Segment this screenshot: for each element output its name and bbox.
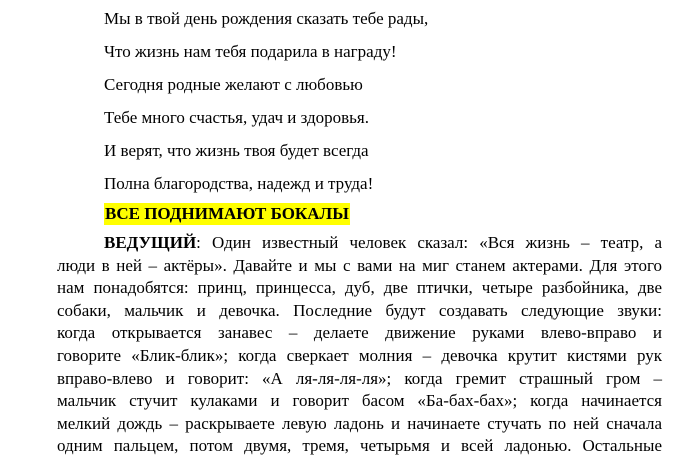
poem-line: Что жизнь нам тебя подарила в награду!: [104, 42, 397, 61]
paragraph-line: мелкий дождь – раскрываете левую ладонь и начинаете стучать по ней сначала: [57, 413, 662, 433]
paragraph-line: вправо-влево и говорит: «А ля-ля-ля-ля»; когда гремит страшный гром –: [57, 368, 662, 388]
paragraph-line: когда открывается занавес – делаете движение руками влево-вправо и: [57, 323, 662, 343]
paragraph-text: : Один известный человек сказал: «Вся жизнь – театр, а: [196, 233, 662, 252]
paragraph-line: люди в ней – актёры». Давайте и мы с вами на миг станем актерами. Для этого: [57, 255, 662, 275]
stage-direction-heading: ВСЕ ПОДНИМАЮТ БОКАЛЫ: [105, 204, 349, 223]
paragraph-line: [57, 232, 662, 255]
paragraph-line: говорите «Блик-блик»; когда сверкает молния – девочка крутит кистями рук: [57, 345, 662, 365]
paragraph-line: собаки, мальчик и девочка. Последние будут создавать следующие звуки:: [57, 300, 662, 320]
poem: [104, 6, 428, 204]
paragraph-line: мальчик стучит кулаками и говорит басом «Ба-бах-бах»; когда начинается: [57, 391, 662, 411]
poem-line: Полна благородства, надежд и труда!: [104, 174, 374, 193]
poem-line: Мы в твой день рождения сказать тебе рады,: [104, 9, 429, 28]
paragraph-line: одним пальцем, потом двумя, тремя, четырьмя и всей ладонью. Остальные: [57, 436, 662, 456]
poem-line: Тебе много счастья, удач и здоровья.: [104, 108, 370, 127]
poem-line: Сегодня родные желают с любовью: [104, 75, 363, 94]
host-speech-paragraph: [57, 232, 662, 458]
poem-line: И верят, что жизнь твоя будет всегда: [104, 141, 369, 160]
speaker-name: ВЕДУЩИЙ: [104, 233, 197, 252]
paragraph-line: нам понадобятся: принц, принцесса, дуб, две птички, четыре разбойника, две: [57, 278, 662, 298]
